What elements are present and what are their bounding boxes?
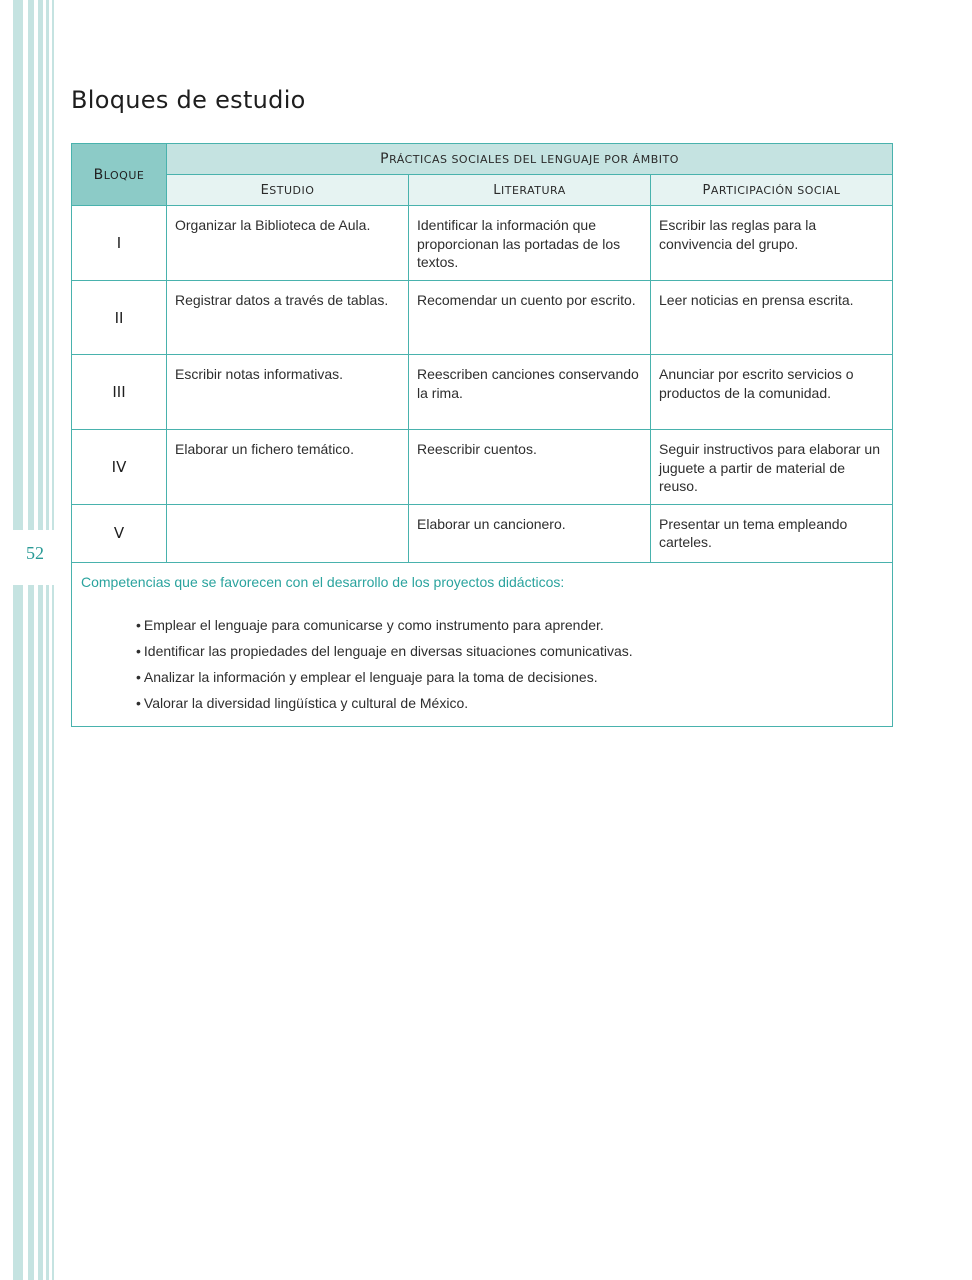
bloque-number: IV xyxy=(72,430,167,505)
study-blocks-table xyxy=(71,143,893,727)
bloque-number: V xyxy=(72,504,167,562)
cell-literatura: Elaborar un cancionero. xyxy=(409,504,651,562)
table-row xyxy=(72,504,893,562)
list-item: • Identificar las propiedades del lenguaje en diversas situaciones comunicativas. xyxy=(136,642,633,659)
cell-literatura: Recomendar un cuento por escrito. xyxy=(409,281,651,355)
competencias-row xyxy=(72,562,893,726)
decorative-stripe xyxy=(13,0,23,1280)
competencias-cell xyxy=(72,562,893,726)
cell-estudio: Organizar la Biblioteca de Aula. xyxy=(167,206,409,281)
header-bloque: BLOQUE xyxy=(72,144,167,206)
bullet-icon: • xyxy=(136,616,141,633)
header-participacion: PARTICIPACIÓN SOCIAL xyxy=(651,175,893,206)
list-item: • Analizar la información y emplear el lenguaje para la toma de decisiones. xyxy=(136,668,598,685)
cell-estudio xyxy=(167,504,409,562)
bullet-icon: • xyxy=(136,668,141,685)
decorative-stripe xyxy=(46,0,49,1280)
cell-participacion: Leer noticias en prensa escrita. xyxy=(651,281,893,355)
list-item: • Valorar la diversidad lingüística y cultural de México. xyxy=(136,694,469,711)
bloque-number: III xyxy=(72,355,167,430)
page-title: Bloques de estudio xyxy=(71,86,306,114)
table-row xyxy=(72,206,893,281)
decorative-stripe xyxy=(38,0,43,1280)
cell-estudio: Elaborar un fichero temático. xyxy=(167,430,409,505)
cell-estudio: Registrar datos a través de tablas. xyxy=(167,281,409,355)
header-estudio: ESTUDIO xyxy=(167,175,409,206)
bullet-icon: • xyxy=(136,694,141,711)
cell-participacion: Seguir instructivos para elaborar un juguete a partir de material de reuso. xyxy=(651,430,893,505)
header-practicas: PRÁCTICAS SOCIALES DEL LENGUAJE POR ÁMBITO xyxy=(167,144,893,175)
cell-literatura: Identificar la información que proporcionan las portadas de los textos. xyxy=(409,206,651,281)
table-row xyxy=(72,281,893,355)
cell-participacion: Escribir las reglas para la convivencia del grupo. xyxy=(651,206,893,281)
page-number: 52 xyxy=(26,543,44,563)
decorative-stripe xyxy=(52,0,54,1280)
cell-participacion: Anunciar por escrito servicios o productos de la comunidad. xyxy=(651,355,893,430)
cell-literatura: Reescribir cuentos. xyxy=(409,430,651,505)
bloque-number: II xyxy=(72,281,167,355)
bloque-number: I xyxy=(72,206,167,281)
table-row xyxy=(72,430,893,505)
cell-literatura: Reescriben canciones conservando la rima. xyxy=(409,355,651,430)
bullet-icon: • xyxy=(136,642,141,659)
header-literatura: LITERATURA xyxy=(409,175,651,206)
list-item: • Emplear el lenguaje para comunicarse y como instrumento para aprender. xyxy=(136,616,604,633)
competencias-title: Competencias que se favorecen con el desarrollo de los proyectos didácticos: xyxy=(81,573,565,590)
table-row xyxy=(72,355,893,430)
competencias-list xyxy=(81,616,883,712)
cell-estudio: Escribir notas informativas. xyxy=(167,355,409,430)
cell-participacion: Presentar un tema empleando carteles. xyxy=(651,504,893,562)
decorative-stripe xyxy=(28,0,34,1280)
